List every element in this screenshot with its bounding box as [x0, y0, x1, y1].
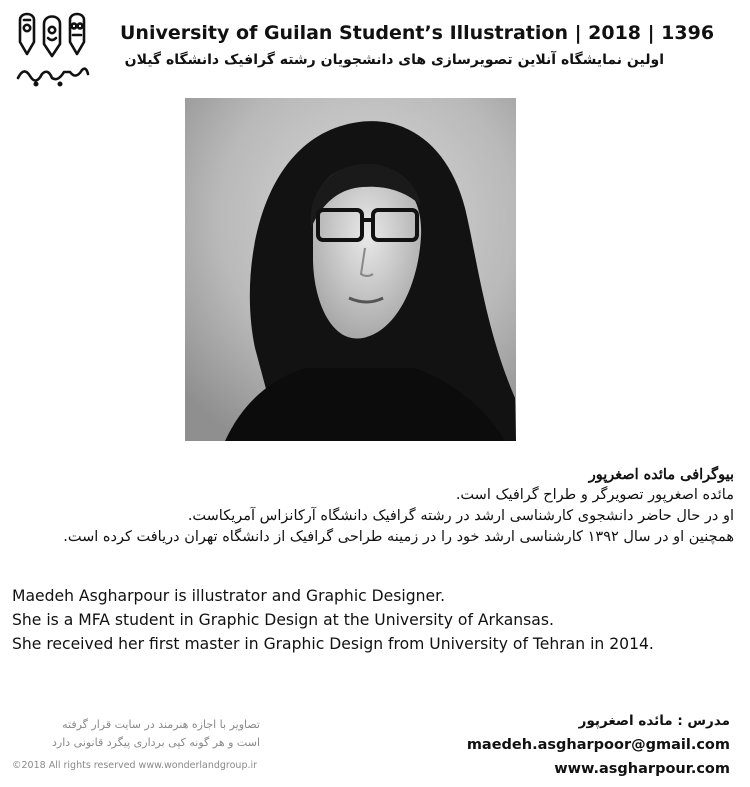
footer-notice: [12, 716, 272, 771]
copyright-notice-line: است و هر گونه کپی برداری پیگرد قانونی دارد: [51, 736, 260, 749]
copyright-text: ©2018 All rights reserved www.wonderlandgroup.ir: [12, 760, 258, 771]
contact-info: [430, 709, 730, 781]
wonderland-logo-icon: [12, 8, 94, 90]
bio-persian-line: او در حال حاضر دانشجوی کارشناسی ارشد در رشته گرافیک دانشگاه آرکانزاس آمریکاست.: [187, 508, 734, 524]
portrait-photo-icon: [185, 98, 516, 441]
bio-persian-line: مائده اصغرپور تصویرگر و طراح گرافیک است.: [455, 487, 734, 503]
bio-english-line: She received her first master in Graphic Design from University of Tehran in 2014.: [12, 635, 654, 653]
email-link[interactable]: maedeh.asgharpoor@gmail.com: [466, 737, 730, 753]
website-link[interactable]: www.asgharpour.com: [554, 761, 730, 777]
bio-persian: [14, 464, 734, 548]
copyright-notice-line: تصاویر با اجازه هنرمند در سایت قرار گرفته: [62, 718, 260, 731]
page-subtitle: اولین نمایشگاه آنلاین تصویرسازی های دانشجویان رشته گرافیک دانشگاه گیلان: [124, 52, 664, 68]
teacher-label: مدرس : مائده اصغرپور: [578, 713, 730, 729]
page-title: University of Guilan Student’s Illustration | 2018 | 1396: [120, 22, 715, 44]
bio-persian-line: همچنین او در سال ۱۳۹۲ کارشناسی ارشد خود را در زمینه طراحی گرافیک از دانشگاه تهران دریافت کرده است.: [63, 529, 734, 545]
bio-english: [12, 584, 742, 656]
bio-persian-heading: بیوگرافی مائده اصغرپور: [588, 466, 734, 483]
bio-english-line: She is a MFA student in Graphic Design at the University of Arkansas.: [12, 611, 554, 629]
bio-english-line: Maedeh Asgharpour is illustrator and Graphic Designer.: [12, 587, 446, 605]
